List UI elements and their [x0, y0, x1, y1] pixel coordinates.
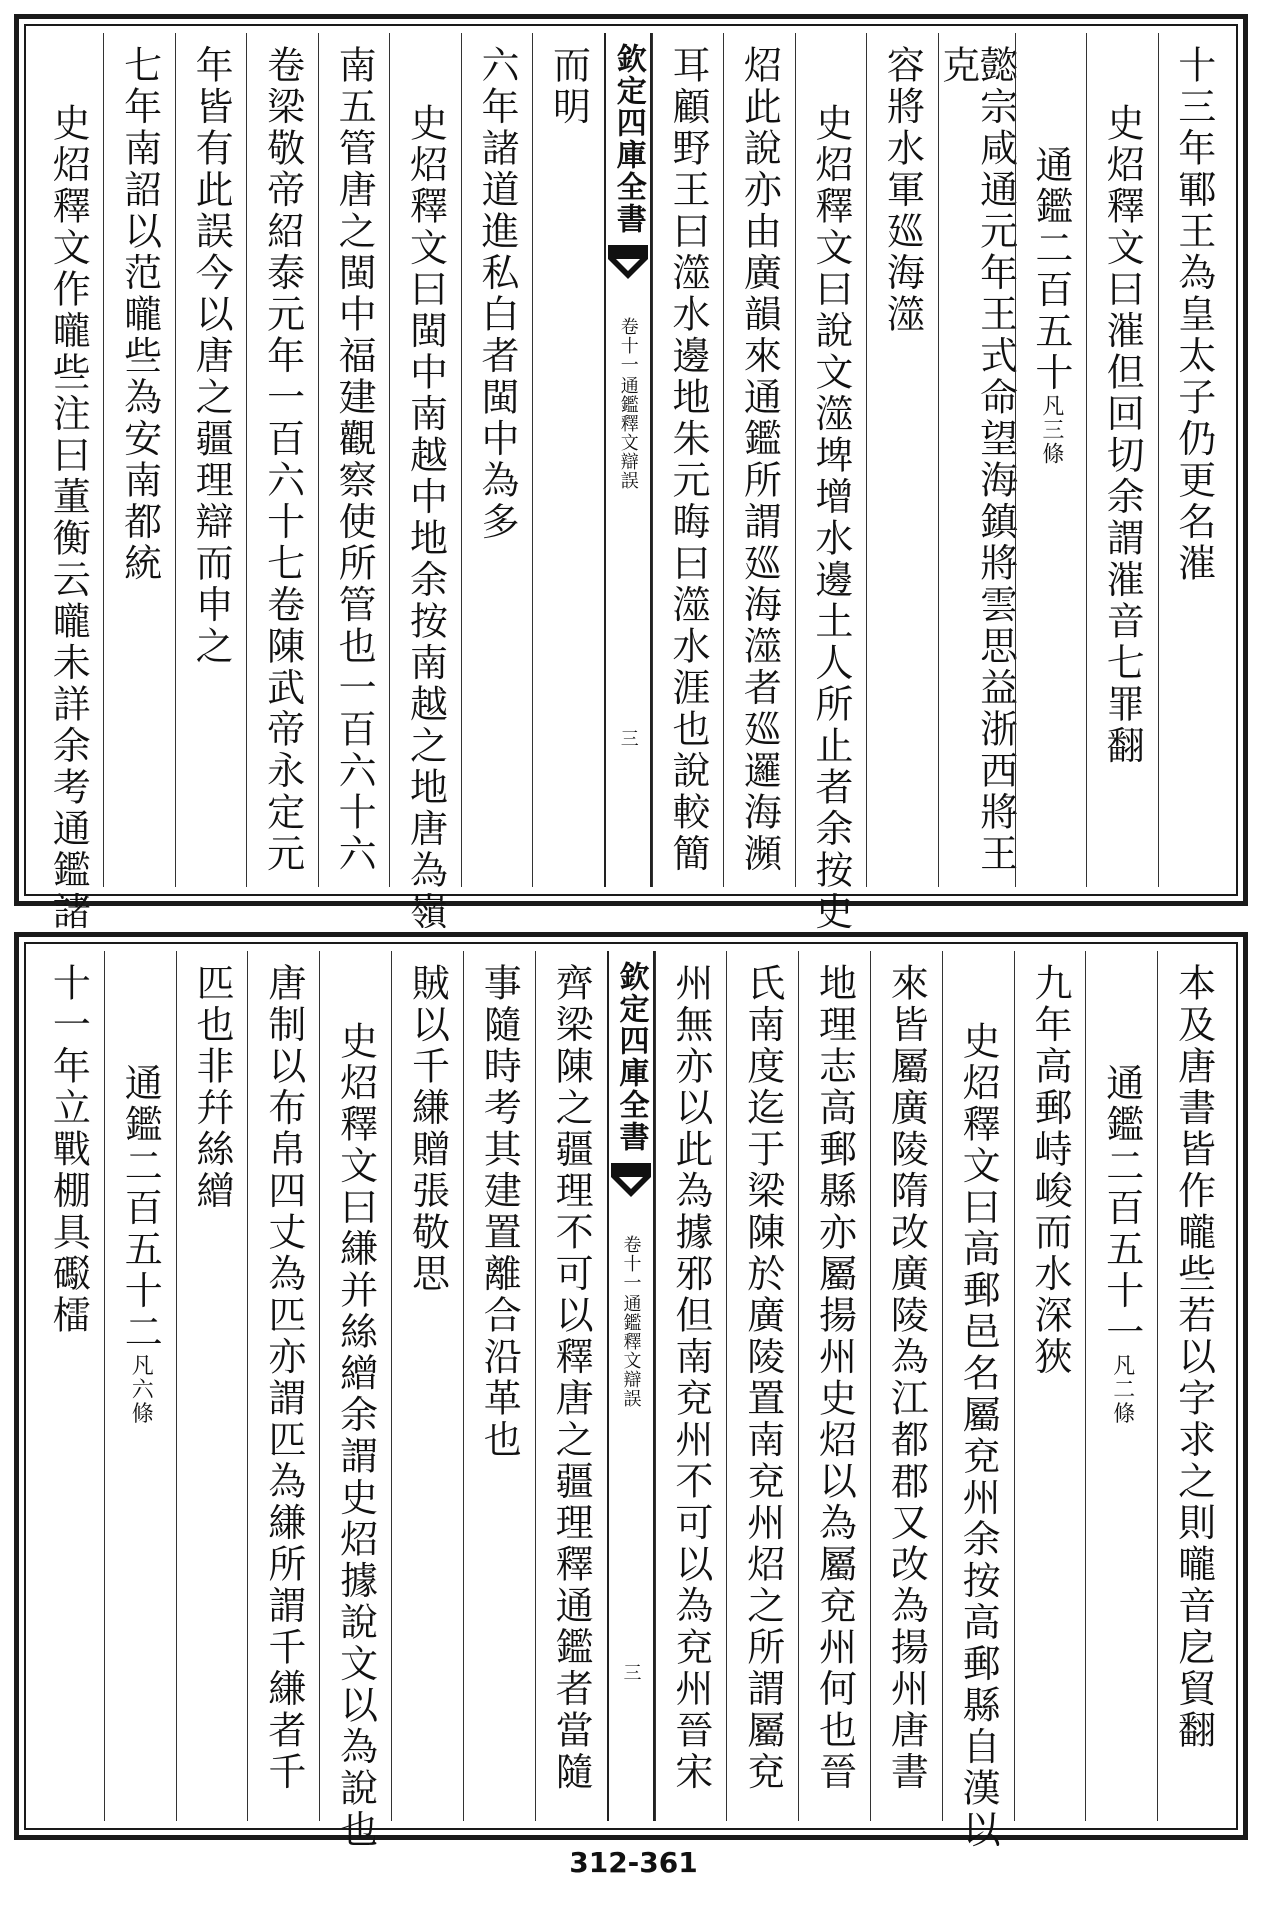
book-subtitle — [615, 317, 641, 490]
text-column-right-6 — [798, 951, 870, 1821]
fishtail-mark-icon — [608, 245, 648, 287]
text-column-left-4 — [319, 951, 391, 1851]
text-column-left-6 — [175, 33, 246, 887]
column-text: 十一年立戰棚具礟檑 — [46, 963, 91, 1337]
column-text: 史炤釋文曰縑并絲繒余謂史炤據說文以為說也 — [333, 1021, 378, 1851]
column-text: 唐制以布帛四丈為匹亦謂匹為縑所謂千縑者千 — [261, 963, 306, 1793]
column-text: 通鑑二百五十二凡六條 — [118, 1063, 163, 1426]
book-subtitle — [618, 1235, 644, 1408]
column-text: 氏南度迄于梁陳於廣陵置南兗州炤之所謂屬兗 — [740, 963, 785, 1793]
center-fold-strip — [607, 951, 655, 1821]
column-text: 九年高郵峙峻而水深狹 — [1027, 963, 1072, 1378]
text-column-right-8 — [652, 33, 723, 887]
column-text: 賊以千縑贈張敬思 — [405, 963, 450, 1295]
column-text: 地理志高郵縣亦屬揚州史炤以為屬兗州何也晉 — [812, 963, 857, 1793]
column-text: 通鑑二百五十一凡二條 — [1099, 1063, 1144, 1426]
text-column-right-4 — [935, 33, 1018, 887]
column-note: 凡三條 — [1038, 394, 1064, 466]
text-column-right-3 — [1014, 951, 1086, 1821]
series-title: 欽定四庫全書 — [613, 961, 649, 1153]
column-text: 齊梁陳之疆理不可以釋唐之疆理釋通鑑者當隨 — [549, 963, 594, 1793]
text-column-left-3 — [391, 951, 463, 1821]
top-half-page — [14, 14, 1248, 933]
bottom-text-columns — [33, 951, 1229, 1851]
column-text: 十三年鄆王為皇太子仍更名漼 — [1171, 45, 1216, 585]
text-column-left-5 — [247, 951, 319, 1821]
text-column-right-8 — [655, 951, 727, 1821]
text-column-right-1 — [1157, 951, 1229, 1821]
text-column-left-8 — [33, 33, 103, 933]
text-column-right-5 — [870, 951, 942, 1821]
text-column-left-1 — [535, 951, 607, 1821]
text-column-left-6 — [176, 951, 248, 1821]
text-column-left-2 — [461, 33, 532, 887]
center-fold-strip — [604, 33, 652, 887]
column-text: 年皆有此誤今以唐之疆理辯而申之 — [189, 45, 234, 668]
book-name: 通鑑釋文辯誤 — [617, 376, 639, 490]
series-title: 欽定四庫全書 — [610, 43, 646, 235]
leaf-number: 三 — [620, 1663, 642, 1681]
volume-name: 卷十一 — [617, 317, 639, 374]
fishtail-mark-icon — [611, 1163, 651, 1205]
leaf-number: 三 — [617, 729, 639, 747]
top-text-columns — [33, 33, 1229, 933]
text-column-right-7 — [726, 951, 798, 1821]
text-column-left-3 — [389, 33, 460, 933]
column-text: 史炤釋文曰說文澨埤增水邊土人所止者余按史 — [808, 103, 853, 933]
column-text: 炤此說亦由廣韻來通鑑所謂廵海澨者廵邏海瀕 — [737, 45, 782, 875]
column-text: 而明 — [546, 45, 591, 128]
column-text: 事隨時考其建置離合沿革也 — [477, 963, 522, 1461]
column-text: 六年諸道進私白者閩中為多 — [475, 45, 520, 543]
text-column-left-7 — [103, 33, 174, 887]
text-column-right-2 — [1085, 951, 1157, 1821]
book-name: 通鑑釋文辯誤 — [620, 1294, 642, 1408]
column-note: 凡六條 — [128, 1353, 154, 1426]
text-column-right-2 — [1086, 33, 1157, 887]
column-text: 州無亦以此為據邪但南兗州不可以為兗州晉宋 — [668, 963, 713, 1793]
text-column-right-7 — [723, 33, 794, 887]
text-column-left-7 — [104, 951, 176, 1821]
text-column-left-5 — [246, 33, 317, 887]
column-text: 史炤釋文曰高郵邑名屬兗州余按高郵縣自漢以 — [956, 1021, 1001, 1851]
column-text: 卷梁敬帝紹泰元年一百六十七卷陳武帝永定元 — [260, 45, 305, 875]
column-text: 通鑑二百五十凡三條 — [1028, 145, 1073, 466]
text-column-right-6 — [795, 33, 866, 933]
text-column-right-4 — [942, 951, 1014, 1851]
column-text: 南五管唐之閩中福建觀察使所管也一百六十六 — [332, 45, 377, 875]
column-text: 匹也非幷絲繒 — [190, 963, 235, 1212]
column-text: 耳顧野王曰澨水邊地朱元晦曰澨水涯也說較簡 — [665, 45, 710, 875]
text-column-right-3 — [1015, 33, 1086, 887]
text-column-left-8 — [33, 951, 104, 1821]
column-text: 史炤釋文作曨些注曰董衡云曨未詳余考通鑑諸 — [46, 103, 91, 933]
column-text: 來皆屬廣陵隋改廣陵為江都郡又改為揚州唐書 — [884, 963, 929, 1793]
volume-name: 卷十一 — [620, 1235, 642, 1292]
text-column-left-1 — [532, 33, 603, 887]
text-column-left-4 — [318, 33, 389, 887]
column-text: 容將水軍廵海澨 — [880, 45, 925, 336]
text-column-left-2 — [463, 951, 535, 1821]
column-text: 史炤釋文曰閩中南越中地余按南越之地唐為嶺 — [403, 103, 448, 933]
text-column-right-1 — [1158, 33, 1229, 887]
column-note: 凡二條 — [1109, 1353, 1135, 1426]
column-text: 本及唐書皆作曨些若以字求之則曨音戹貿翻 — [1171, 963, 1216, 1752]
column-text: 七年南詔以范曨些為安南都統 — [117, 45, 162, 585]
text-column-right-5 — [866, 33, 937, 887]
column-text: 懿宗咸通元年王式命望海鎮將雲思益浙西將王克 — [935, 45, 1018, 875]
column-text: 史炤釋文曰漼但回切余謂漼音七罪翻 — [1100, 103, 1145, 767]
bottom-half-page — [14, 932, 1248, 1851]
page-number-footer: 312-361 — [569, 1846, 698, 1879]
